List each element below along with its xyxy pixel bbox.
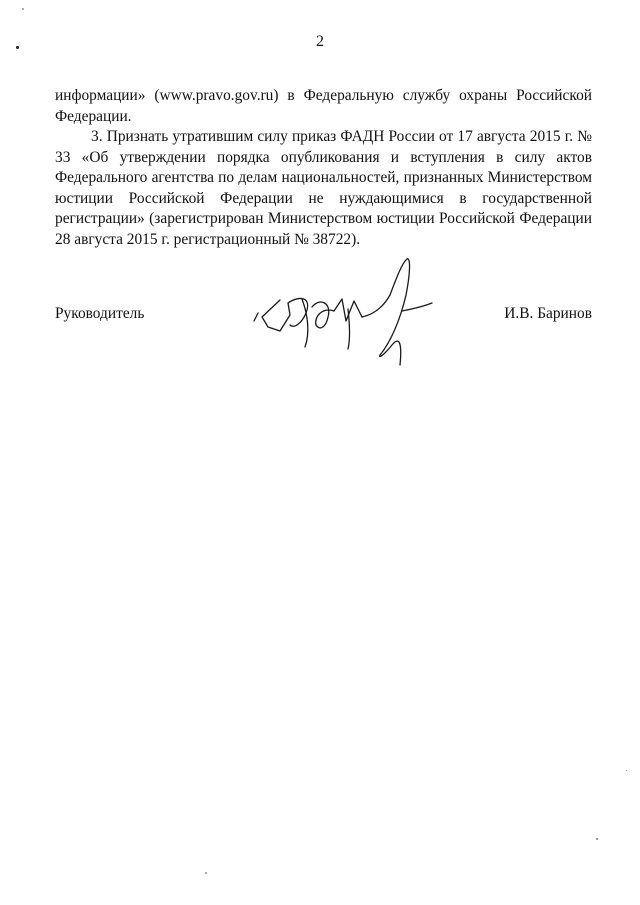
scan-speck xyxy=(626,770,627,771)
signer-name: И.В. Баринов xyxy=(504,305,592,322)
position-title: Руководитель xyxy=(55,305,145,322)
scan-speck xyxy=(22,8,24,10)
scan-speck xyxy=(16,46,19,49)
scan-speck xyxy=(596,838,598,840)
document-body xyxy=(55,86,592,250)
handwritten-signature xyxy=(250,255,440,370)
paragraph-continuation: информации» (www.pravo.gov.ru) в Федеральную службу охраны Российской Федерации. xyxy=(55,87,592,125)
scan-speck xyxy=(205,872,207,874)
paragraph-item-3: 3. Признать утратившим силу приказ ФАДН России от 17 августа 2015 г. № 33 «Об утверждении порядка опубликования и вступления в силу актов Федерального агентства по делам национальностей, признанных Министерством юстиции Российской Федерации не нуждающимися в государственной регистрации» (зарегистрирован Министерством юстиции Российской Федерации 28 августа 2015 г. регистрационный № 38722). xyxy=(55,128,592,248)
page-number: 2 xyxy=(316,33,324,50)
